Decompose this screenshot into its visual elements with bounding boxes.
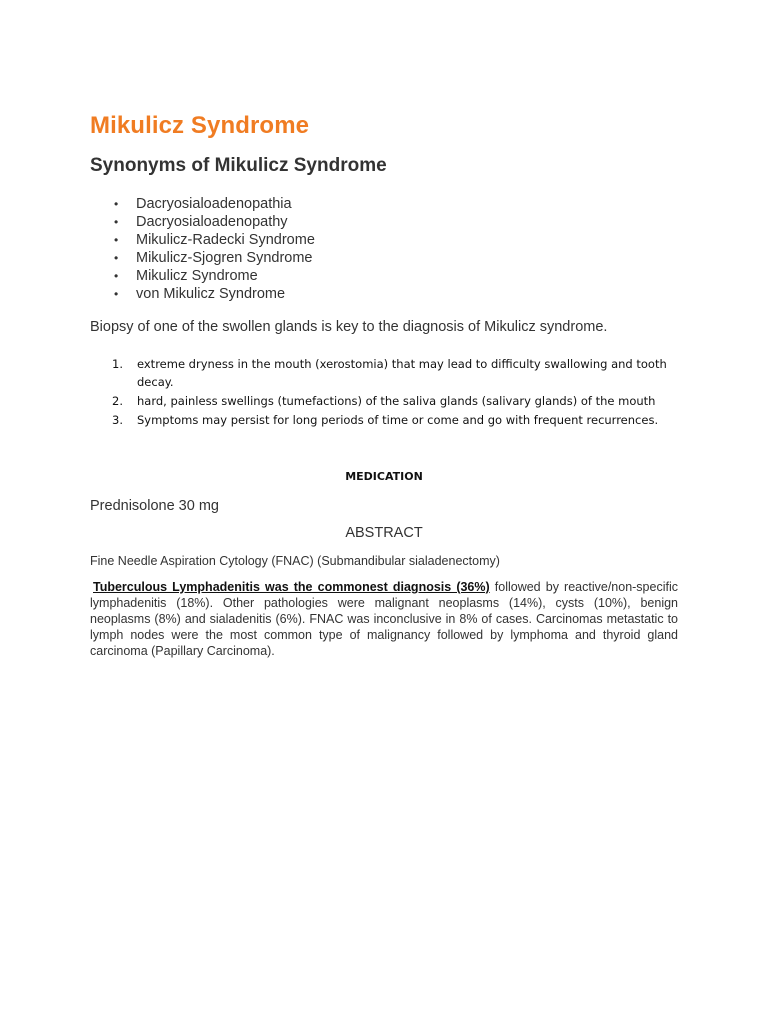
synonym-text: von Mikulicz Syndrome <box>136 286 286 302</box>
list-item <box>90 267 315 285</box>
bullet-icon: • <box>114 197 119 211</box>
abstract-rest: followed by reactive/non-specific lymphadenitis (18%). Other pathologies were malignant neoplasms (14%), cysts (10%), benign neoplasms (8%) and sialadenitis (6%). FNAC was inconclusive in 8% of cases. Carcinomas metastatic to lymph nodes were the most common type of malignancy followed by lymphoma and thyroid gland carcinoma (Papillary Carcinoma). <box>90 580 678 658</box>
symptoms-list <box>112 355 672 430</box>
list-item <box>90 231 315 249</box>
abstract-paragraph <box>90 579 678 659</box>
synonyms-list <box>90 195 315 303</box>
synonym-text: Mikulicz Syndrome <box>136 268 258 284</box>
list-number: 1. <box>112 357 123 371</box>
symptom-text: hard, painless swellings (tumefactions) of the saliva glands (salivary glands) of the mouth <box>137 394 656 408</box>
list-number: 3. <box>112 413 123 427</box>
medication-heading <box>0 470 768 483</box>
bullet-icon: • <box>114 269 119 283</box>
bullet-icon: • <box>114 215 119 229</box>
synonym-text: Mikulicz-Radecki Syndrome <box>136 232 315 248</box>
bullet-icon: • <box>114 251 119 265</box>
list-item <box>90 249 315 267</box>
abstract-heading: ABSTRACT <box>345 525 423 541</box>
medication-heading-text: MEDICATION <box>345 470 423 483</box>
synonym-text: Mikulicz-Sjogren Syndrome <box>136 250 313 266</box>
list-item <box>112 355 672 391</box>
list-item <box>90 285 315 303</box>
synonym-text: Dacryosialoadenopathia <box>136 196 292 212</box>
abstract-lead: Tuberculous Lymphadenitis was the commonest diagnosis (36%) <box>93 580 490 594</box>
document-title: Mikulicz Syndrome <box>90 112 310 139</box>
synonym-text: Dacryosialoadenopathy <box>136 214 288 230</box>
list-item <box>90 213 315 231</box>
bullet-icon: • <box>114 233 119 247</box>
list-number: 2. <box>112 394 123 408</box>
fnac-line: Fine Needle Aspiration Cytology (FNAC) (Submandibular sialadenectomy) <box>90 554 500 568</box>
symptom-text: extreme dryness in the mouth (xerostomia) that may lead to difficulty swallowing and tooth decay. <box>137 357 667 389</box>
biopsy-paragraph: Biopsy of one of the swollen glands is key to the diagnosis of Mikulicz syndrome. <box>90 319 608 335</box>
symptom-text: Symptoms may persist for long periods of time or come and go with frequent recurrences. <box>137 413 659 427</box>
synonyms-heading: Synonyms of Mikulicz Syndrome <box>90 155 387 176</box>
list-item <box>112 411 672 429</box>
bullet-icon: • <box>114 287 119 301</box>
list-item <box>90 195 315 213</box>
list-item <box>112 392 672 410</box>
medication-text: Prednisolone 30 mg <box>90 498 219 514</box>
